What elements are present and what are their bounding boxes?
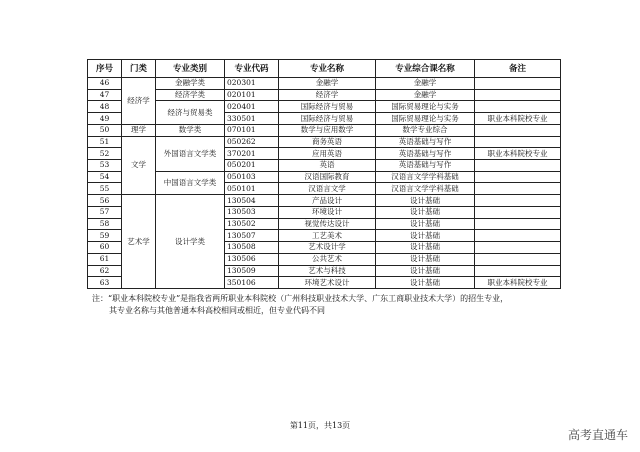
course-name: 金融学 [376,89,475,101]
major-code: 050201 [225,160,279,172]
remark: 职业本科院校专业 [475,113,561,125]
major-name: 艺术设计学 [279,242,376,254]
major-code: 130506 [225,253,279,265]
remark [475,89,561,101]
course-name: 设计基础 [376,195,475,207]
major-code: 350106 [225,277,279,289]
remark [475,218,561,230]
remark [475,136,561,148]
row-number: 61 [88,253,122,265]
discipline-cell: 理学 [122,124,156,136]
row-number: 54 [88,171,122,183]
category-cell: 经济与贸易类 [156,101,225,124]
row-number: 56 [88,195,122,207]
remark [475,242,561,254]
remark [475,230,561,242]
row-number: 58 [88,218,122,230]
course-name: 英语基础与写作 [376,136,475,148]
course-name: 英语基础与写作 [376,160,475,172]
major-code: 070101 [225,124,279,136]
major-name: 视觉传达设计 [279,218,376,230]
row-number: 51 [88,136,122,148]
major-name: 公共艺术 [279,253,376,265]
major-code: 050101 [225,183,279,195]
row-number: 49 [88,113,122,125]
table-row [88,89,561,101]
remark [475,253,561,265]
major-code: 370201 [225,148,279,160]
table-row [88,136,561,148]
major-code: 130508 [225,242,279,254]
major-name: 国际经济与贸易 [279,101,376,113]
course-name: 数学专业综合 [376,124,475,136]
table-row [88,171,561,183]
course-name: 设计基础 [376,265,475,277]
table-row [88,78,561,90]
major-code: 130509 [225,265,279,277]
course-name: 设计基础 [376,218,475,230]
category-cell: 金融学类 [156,78,225,90]
major-code: 050103 [225,171,279,183]
majors-table [87,59,561,289]
remark [475,265,561,277]
major-name: 国际经济与贸易 [279,113,376,125]
remark [475,124,561,136]
major-name: 数学与应用数学 [279,124,376,136]
row-number: 50 [88,124,122,136]
table-header-row [88,60,561,78]
major-name: 商务英语 [279,136,376,148]
major-name: 英语 [279,160,376,172]
remark: 职业本科院校专业 [475,277,561,289]
course-name: 设计基础 [376,230,475,242]
row-number: 55 [88,183,122,195]
table-row [88,195,561,207]
major-name: 环境设计 [279,206,376,218]
major-code: 130504 [225,195,279,207]
category-cell: 经济学类 [156,89,225,101]
watermark: 高考直通车 [567,428,628,442]
row-number: 47 [88,89,122,101]
row-number: 52 [88,148,122,160]
major-name: 产品设计 [279,195,376,207]
remark [475,160,561,172]
major-name: 艺术与科技 [279,265,376,277]
remark [475,195,561,207]
major-name: 环境艺术设计 [279,277,376,289]
remark [475,171,561,183]
major-name: 经济学 [279,89,376,101]
major-code: 130507 [225,230,279,242]
course-name: 设计基础 [376,277,475,289]
table-row [88,124,561,136]
major-code: 130503 [225,206,279,218]
discipline-cell: 艺术学 [122,195,156,289]
page-number: 第11页，共13页 [289,421,351,430]
row-number: 53 [88,160,122,172]
row-number: 63 [88,277,122,289]
category-cell: 数学类 [156,124,225,136]
course-name: 设计基础 [376,253,475,265]
footnote-line-2: 其专业名称与其他普通本科高校相同或相近，但专业代码不同 [109,306,325,315]
course-name: 设计基础 [376,242,475,254]
row-number: 62 [88,265,122,277]
column-header: 门类 [122,60,156,78]
major-code: 130502 [225,218,279,230]
major-name: 工艺美术 [279,230,376,242]
row-number: 57 [88,206,122,218]
course-name: 汉语言文学学科基础 [376,171,475,183]
table-body [88,78,561,289]
major-name: 金融学 [279,78,376,90]
major-code: 020301 [225,78,279,90]
row-number: 60 [88,242,122,254]
category-cell: 设计学类 [156,195,225,289]
row-number: 59 [88,230,122,242]
column-header: 专业名称 [279,60,376,78]
column-header: 序号 [88,60,122,78]
row-number: 48 [88,101,122,113]
remark [475,183,561,195]
row-number: 46 [88,78,122,90]
remark [475,101,561,113]
discipline-cell: 文学 [122,136,156,195]
category-cell: 中国语言文学类 [156,171,225,194]
discipline-cell: 经济学 [122,78,156,125]
major-name: 汉语国际教育 [279,171,376,183]
course-name: 金融学 [376,78,475,90]
category-cell: 外国语言文学类 [156,136,225,171]
course-name: 国际贸易理论与实务 [376,101,475,113]
remark: 职业本科院校专业 [475,148,561,160]
major-name: 应用英语 [279,148,376,160]
course-name: 汉语言文学学科基础 [376,183,475,195]
course-name: 英语基础与写作 [376,148,475,160]
remark [475,78,561,90]
major-name: 汉语言文学 [279,183,376,195]
major-code: 020101 [225,89,279,101]
column-header: 专业类别 [156,60,225,78]
remark [475,206,561,218]
major-code: 050262 [225,136,279,148]
course-name: 设计基础 [376,206,475,218]
course-name: 国际贸易理论与实务 [376,113,475,125]
table-row [88,101,561,113]
column-header: 专业综合课名称 [376,60,475,78]
footnote-line-1: 注：“职业本科院校专业”是指我省两所职业本科院校（广州科技职业技术大学、广东工商职业技术大学）的招生专业， [92,294,509,303]
column-header: 备注 [475,60,561,78]
column-header: 专业代码 [225,60,279,78]
major-code: 330501 [225,113,279,125]
major-code: 020401 [225,101,279,113]
